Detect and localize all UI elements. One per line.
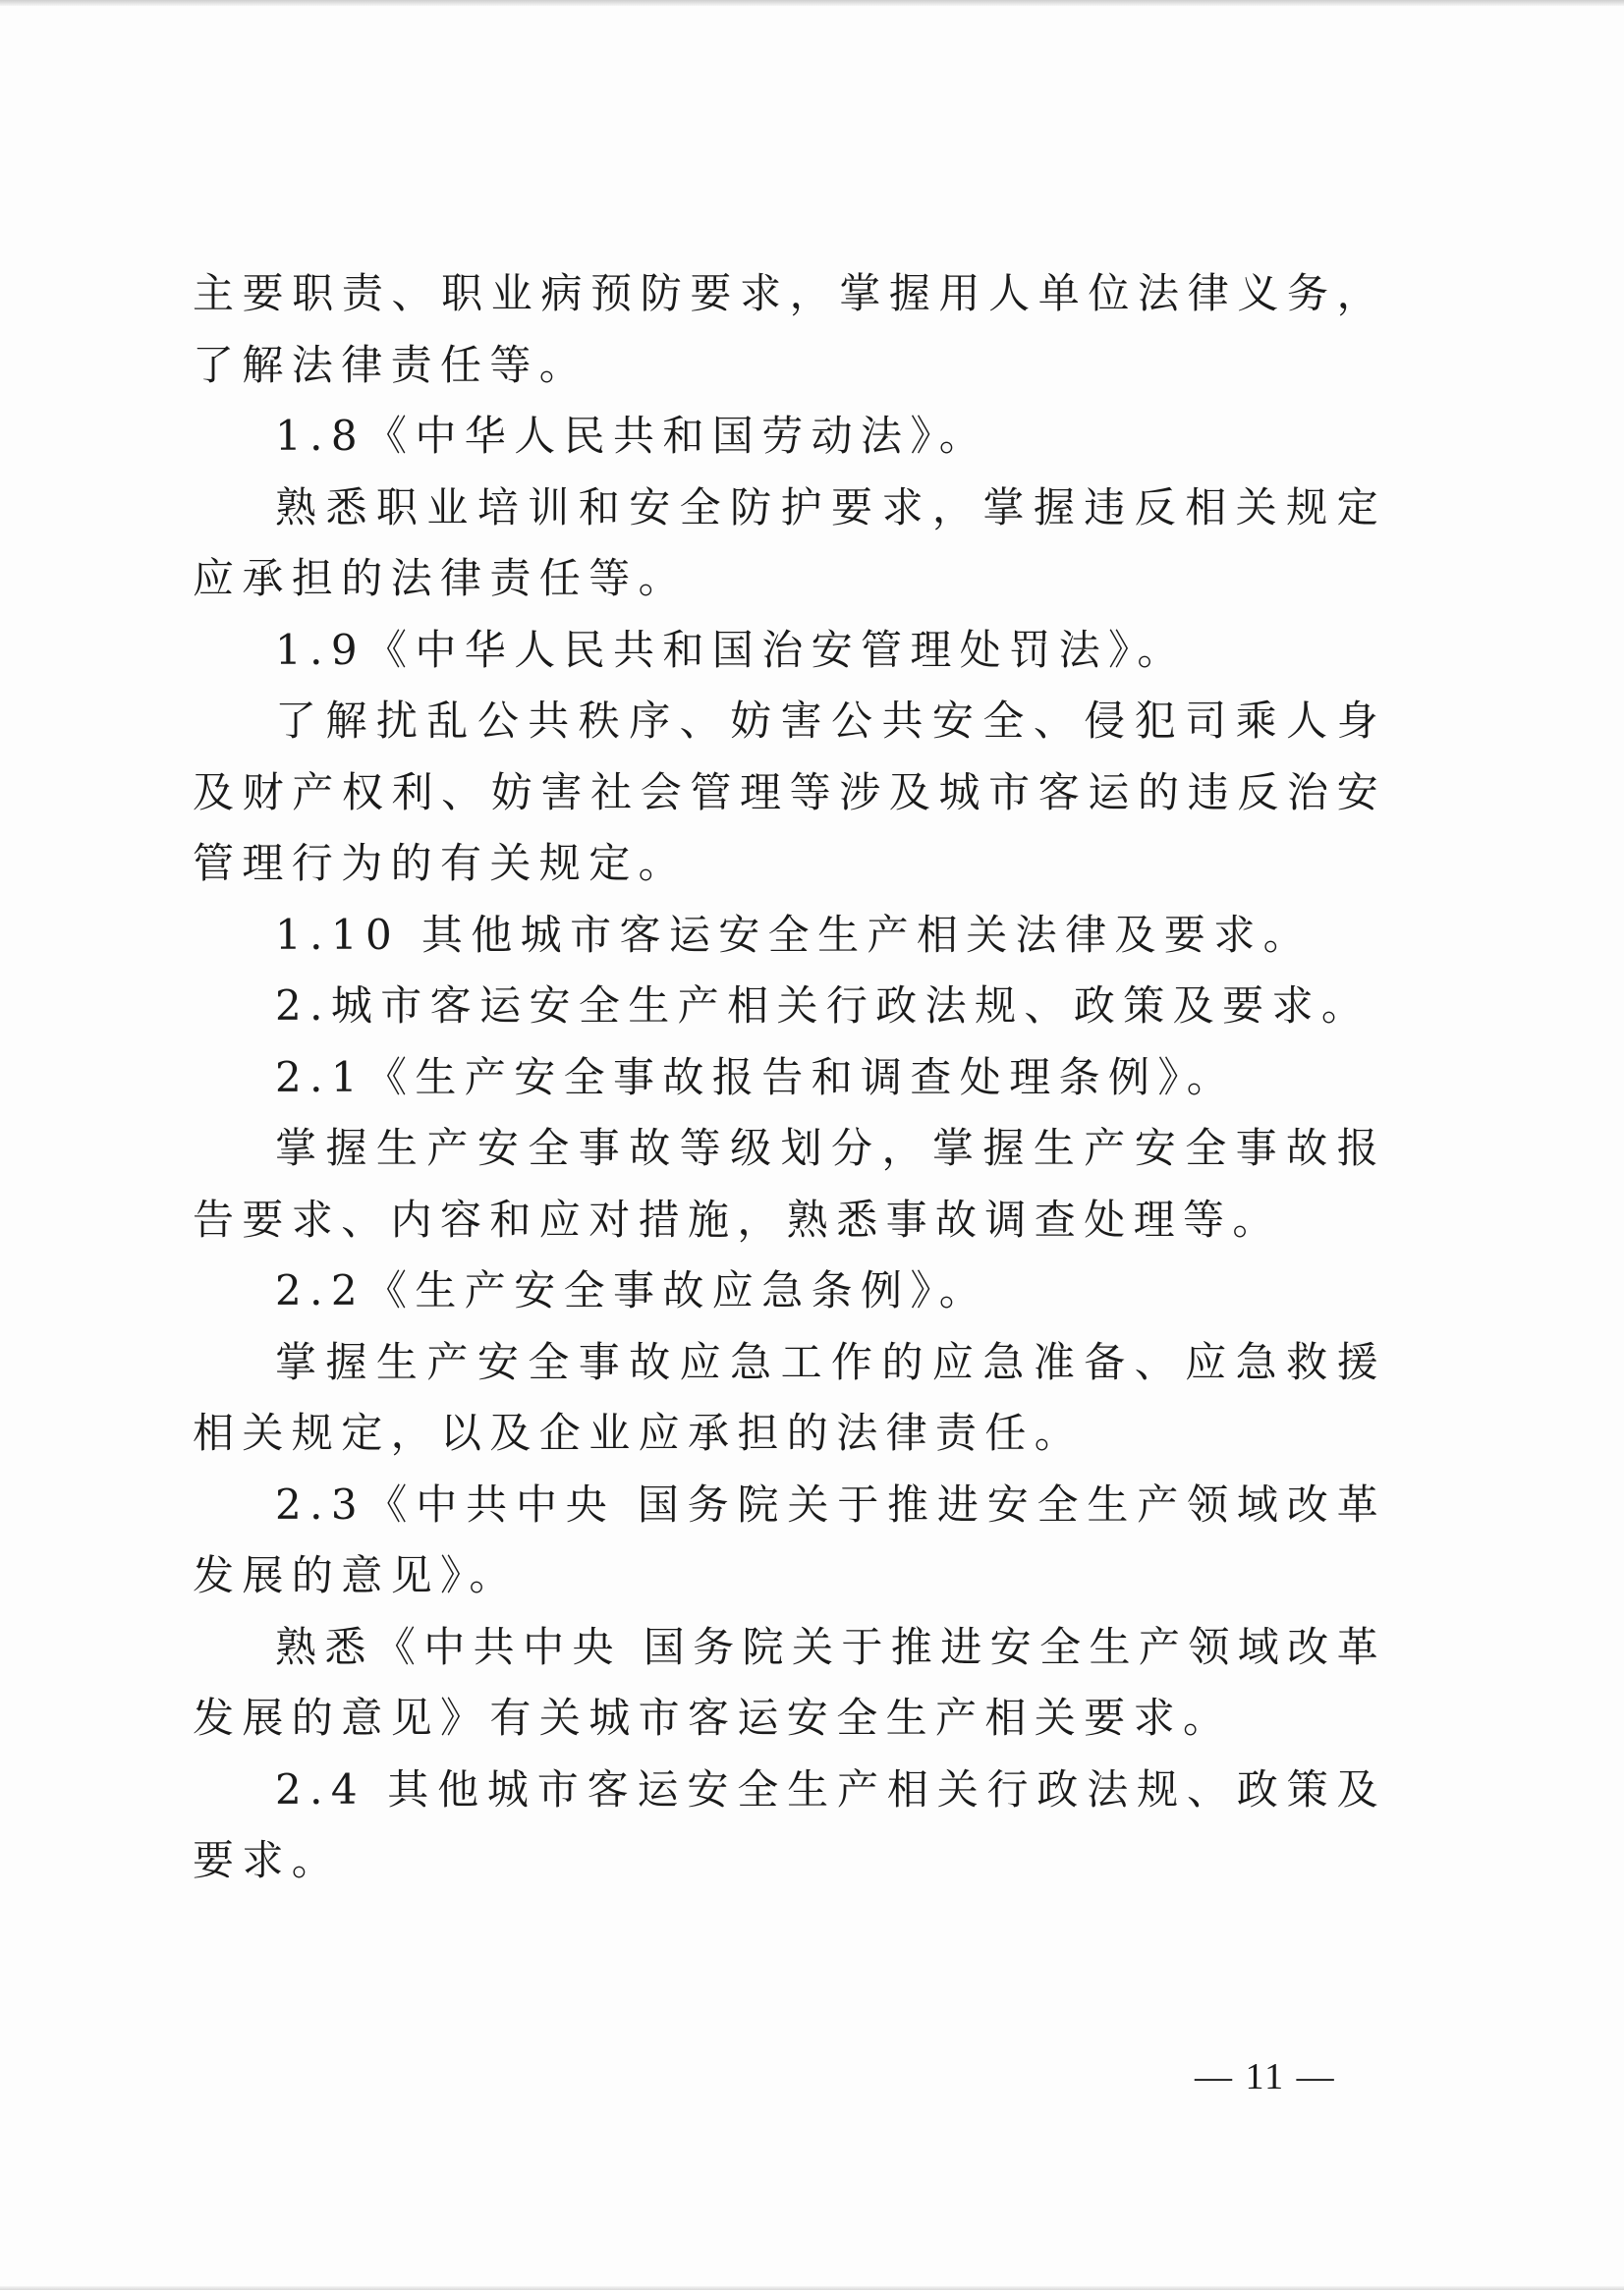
heading-other-regulations: 2.4 其他城市客运安全生产相关行政法规、政策及要求。 xyxy=(193,1764,1386,1884)
heading-reform-opinion: 2.3《中共中央 国务院关于推进安全生产领域改革发展的意见》。 xyxy=(193,1480,1386,1599)
paragraph-continuation: 主要职责、职业病预防要求，掌握用人单位法律义务，了解法律责任等。 xyxy=(193,269,1386,389)
page-number: — 11 — xyxy=(1195,2056,1336,2097)
heading-labor-law: 1.8《中华人民共和国劳动法》。 xyxy=(275,412,989,460)
heading-security-law: 1.9《中华人民共和国治安管理处罚法》。 xyxy=(275,625,1187,674)
paragraph-accident-report-regulation: 掌握生产安全事故等级划分，掌握生产安全事故报告要求、内容和应对措施，熟悉事故调查处理等。 xyxy=(193,1124,1386,1244)
paragraph-emergency-regulation: 掌握生产安全事故应急工作的应急准备、应急救援相关规定，以及企业应承担的法律责任。 xyxy=(193,1337,1386,1457)
paragraph-reform-opinion: 熟悉《中共中央 国务院关于推进安全生产领域改革发展的意见》有关城市客运安全生产相关要求。 xyxy=(193,1622,1386,1742)
scan-edge-top xyxy=(0,0,1624,6)
paragraph-security-law: 了解扰乱公共秩序、妨害公共安全、侵犯司乘人身及财产权利、妨害社会管理等涉及城市客运的违反治安管理行为的有关规定。 xyxy=(193,697,1386,887)
heading-regulations: 2.城市客运安全生产相关行政法规、政策及要求。 xyxy=(275,981,1372,1030)
heading-emergency-regulation: 2.2《生产安全事故应急条例》。 xyxy=(275,1266,989,1314)
heading-other-laws: 1.10 其他城市客运安全生产相关法律及要求。 xyxy=(275,910,1314,959)
scan-edge-bottom xyxy=(0,2286,1624,2290)
document-body xyxy=(193,258,1386,1897)
paragraph-labor-law: 熟悉职业培训和安全防护要求，掌握违反相关规定应承担的法律责任等。 xyxy=(193,482,1386,602)
heading-accident-report-regulation: 2.1《生产安全事故报告和调查处理条例》。 xyxy=(275,1052,1237,1101)
